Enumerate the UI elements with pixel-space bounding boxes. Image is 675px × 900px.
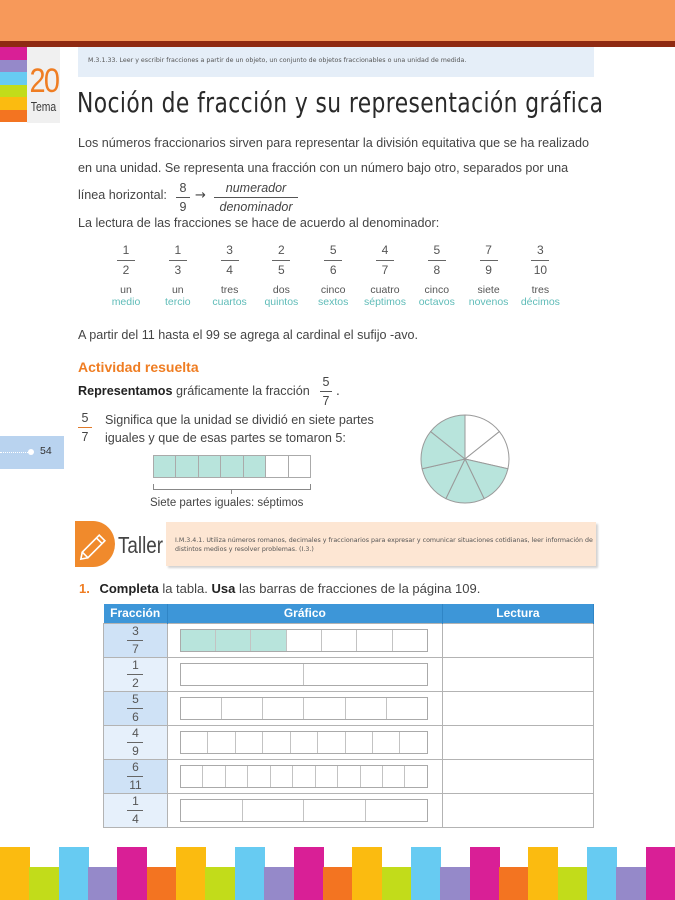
example-denominator: 9 bbox=[179, 200, 187, 214]
decorative-stripe bbox=[616, 867, 646, 900]
taller-text-line-1: I.M.3.4.1. Utiliza números romanos, decimales y fraccionarios para expresar y comunicar situaciones cotidianas, leer información de bbox=[175, 537, 593, 544]
task-text-1: la tabla. bbox=[162, 581, 208, 596]
dotted-line bbox=[0, 452, 30, 453]
activity-bold-word: Representamos bbox=[78, 384, 173, 398]
fraction-bar bbox=[531, 260, 549, 261]
fraction-numerator: 1 bbox=[122, 243, 130, 257]
fraction-bar bbox=[214, 197, 298, 198]
graphic-cell bbox=[167, 623, 442, 657]
decorative-stripe bbox=[558, 867, 588, 900]
header-graphic: Gráfico bbox=[167, 604, 442, 623]
graphic-cell bbox=[167, 657, 442, 691]
fraction-cell bbox=[104, 759, 168, 793]
numerator-word: numerador bbox=[225, 181, 287, 195]
fraction-numerator: 7 bbox=[485, 243, 492, 257]
table-row bbox=[104, 657, 594, 691]
denominator-word: denominador bbox=[219, 200, 293, 214]
bar-segment[interactable] bbox=[338, 766, 360, 787]
page-dot bbox=[28, 449, 34, 455]
bar-segment[interactable] bbox=[203, 766, 225, 787]
fraction-reading-item bbox=[204, 243, 256, 309]
fraction-denominator: 2 bbox=[122, 263, 130, 277]
bar-segment bbox=[289, 456, 310, 477]
decorative-stripe bbox=[323, 867, 353, 900]
fraction-numerator: 5 bbox=[132, 691, 139, 706]
fraction-readings-row bbox=[100, 243, 580, 313]
reading-word-1: un bbox=[171, 284, 184, 296]
decorative-stripe bbox=[411, 847, 441, 900]
strip-green bbox=[0, 85, 27, 98]
activity-denominator: 7 bbox=[322, 394, 330, 408]
strip-magenta bbox=[0, 47, 27, 60]
header-fraction: Fracción bbox=[104, 604, 168, 623]
bar-segment[interactable] bbox=[304, 664, 427, 685]
intro-line-3: línea horizontal: bbox=[78, 188, 167, 202]
fraction-denominator: 7 bbox=[132, 641, 139, 656]
strip-blue bbox=[0, 72, 27, 85]
decorative-stripe bbox=[88, 867, 118, 900]
decorative-stripe bbox=[235, 847, 265, 900]
graphic-cell bbox=[167, 691, 442, 725]
reading-word-2: tercio bbox=[164, 296, 191, 308]
fraction-denominator: 11 bbox=[129, 777, 142, 792]
strip-purple bbox=[0, 60, 27, 73]
page-number: 54 bbox=[40, 445, 52, 457]
task-text-2: las barras de fracciones de la página 109. bbox=[238, 581, 481, 596]
fraction-denominator: 9 bbox=[132, 743, 139, 758]
fraction-cell bbox=[104, 623, 168, 657]
bar-segment[interactable] bbox=[304, 800, 366, 821]
bar-segment[interactable] bbox=[236, 732, 263, 753]
reading-word-1: cuatro bbox=[370, 284, 400, 296]
exercise-table bbox=[103, 604, 594, 828]
bar-segment[interactable] bbox=[383, 766, 405, 787]
fraction-denominator: 4 bbox=[226, 263, 233, 277]
fraction-cell bbox=[104, 725, 168, 759]
bar-segment[interactable] bbox=[263, 698, 304, 719]
strip-yellow bbox=[0, 97, 27, 110]
bar-segment[interactable] bbox=[405, 766, 426, 787]
fraction-bar bbox=[169, 260, 187, 261]
bar-segment[interactable] bbox=[318, 732, 345, 753]
table-row bbox=[104, 623, 594, 657]
reading-answer-cell[interactable] bbox=[442, 725, 593, 759]
task-instruction bbox=[79, 581, 480, 596]
top-color-band bbox=[0, 0, 675, 41]
fraction-denominator: 8 bbox=[433, 263, 441, 277]
activity-text: gráficamente la fracción bbox=[176, 384, 310, 398]
bar-segment[interactable] bbox=[304, 698, 345, 719]
fraction-denominator: 6 bbox=[329, 263, 337, 277]
table-row bbox=[104, 691, 594, 725]
table-row bbox=[104, 759, 594, 793]
fraction-bar-diagram[interactable] bbox=[180, 697, 428, 720]
bar-segment bbox=[244, 456, 266, 477]
fraction-numerator: 3 bbox=[226, 243, 233, 257]
fraction-bar bbox=[428, 260, 446, 261]
fraction-reading-item bbox=[100, 243, 152, 309]
decorative-stripe bbox=[352, 847, 382, 900]
objective-banner: M.3.1.33. Leer y escribir fracciones a partir de un objeto, un conjunto de objetos fraccionables o una unidad de medida. bbox=[78, 47, 594, 77]
fraction-denominator: 3 bbox=[174, 263, 182, 277]
explain-numerator: 5 bbox=[81, 411, 89, 425]
bar-segment bbox=[221, 456, 243, 477]
intro-line-4: La lectura de las fracciones se hace de acuerdo al denominador: bbox=[78, 216, 440, 230]
brace-tick bbox=[231, 490, 232, 494]
bar-segment[interactable] bbox=[181, 800, 243, 821]
fraction-reading-item bbox=[463, 243, 515, 309]
decorative-stripe bbox=[59, 847, 89, 900]
decorative-stripe bbox=[382, 867, 412, 900]
decorative-stripe bbox=[205, 867, 235, 900]
bar-segment[interactable] bbox=[216, 630, 251, 651]
fraction-reading-item bbox=[359, 243, 411, 309]
reading-word-2: cuartos bbox=[212, 296, 247, 308]
table-row bbox=[104, 793, 594, 827]
fraction-denominator: 5 bbox=[278, 263, 285, 277]
table-fraction bbox=[104, 795, 167, 826]
fraction-reading-item bbox=[255, 243, 307, 309]
decorative-stripe bbox=[0, 847, 30, 900]
table-row bbox=[104, 725, 594, 759]
fraction-bar bbox=[221, 260, 239, 261]
pie-diagram bbox=[420, 414, 510, 504]
bar-segment[interactable] bbox=[346, 732, 373, 753]
reading-answer-cell[interactable] bbox=[442, 793, 593, 827]
fraction-numerator: 4 bbox=[132, 725, 139, 740]
reading-answer-cell[interactable] bbox=[442, 691, 593, 725]
decorative-stripe bbox=[147, 867, 177, 900]
bottom-color-bars bbox=[0, 847, 675, 900]
activity-title: Actividad resuelta bbox=[78, 359, 199, 375]
decorative-stripe bbox=[264, 867, 294, 900]
fraction-bar-diagram[interactable] bbox=[180, 663, 428, 686]
taller-title: Taller bbox=[118, 532, 164, 558]
bar-segment[interactable] bbox=[357, 630, 392, 651]
activity-explanation bbox=[105, 411, 374, 447]
page-number-tab bbox=[0, 436, 64, 469]
fraction-reading-item bbox=[514, 243, 566, 309]
bar-segment[interactable] bbox=[181, 630, 216, 651]
example-numerator: 8 bbox=[179, 181, 187, 195]
intro-line-2: en una unidad. Se representa una fracción con un número bajo otro, separados por una bbox=[78, 161, 569, 175]
explain-denominator: 7 bbox=[81, 430, 89, 444]
bar-segment[interactable] bbox=[181, 698, 222, 719]
reading-word-2: octavos bbox=[418, 296, 455, 308]
task-bold-2: Usa bbox=[211, 581, 236, 596]
reading-word-1: un bbox=[120, 284, 132, 296]
intro-line-1: Los números fraccionarios sirven para representar la división equitativa que se ha realizado bbox=[78, 136, 590, 150]
table-fraction bbox=[104, 761, 167, 792]
bar-segment[interactable] bbox=[243, 800, 305, 821]
bar-segment[interactable] bbox=[181, 664, 305, 685]
reading-word-1: cinco bbox=[320, 284, 346, 296]
fraction-bar bbox=[127, 810, 143, 811]
table-fraction bbox=[104, 693, 167, 724]
bar-segment[interactable] bbox=[322, 630, 357, 651]
fraction-numerator: 3 bbox=[132, 623, 139, 638]
fraction-bar-diagram[interactable] bbox=[180, 629, 428, 652]
reading-word-1: cinco bbox=[424, 284, 450, 296]
decorative-stripe bbox=[440, 867, 470, 900]
bar-segment[interactable] bbox=[393, 630, 427, 651]
fraction-bar bbox=[127, 708, 143, 709]
brace-bracket bbox=[153, 484, 311, 490]
reading-answer-cell[interactable] bbox=[442, 623, 593, 657]
task-bold-1: Completa bbox=[99, 581, 159, 596]
activity-statement bbox=[78, 384, 310, 398]
decorative-stripe bbox=[470, 847, 500, 900]
fraction-bar-diagram[interactable] bbox=[180, 731, 428, 754]
suffix-note: A partir del 11 hasta el 99 se agrega al cardinal el sufijo -avo. bbox=[78, 328, 418, 342]
bar-segment[interactable] bbox=[293, 766, 315, 787]
tema-badge bbox=[27, 47, 60, 123]
fraction-bar bbox=[117, 260, 135, 261]
fraction-denominator: 7 bbox=[381, 263, 389, 277]
fraction-bar-diagram[interactable] bbox=[180, 799, 428, 822]
fraction-numerator: 1 bbox=[132, 657, 139, 672]
fraction-bar bbox=[78, 427, 92, 428]
fraction-reading-item bbox=[307, 243, 359, 309]
reading-word-1: dos bbox=[272, 284, 290, 296]
brace-label: Siete partes iguales: séptimos bbox=[150, 497, 304, 509]
reading-word-2: medio bbox=[111, 296, 141, 308]
decorative-stripe bbox=[646, 847, 675, 900]
reading-word-1: siete bbox=[477, 284, 500, 296]
fraction-reading-item bbox=[411, 243, 463, 309]
fraction-cell bbox=[104, 793, 168, 827]
pencil-icon bbox=[75, 521, 115, 567]
fraction-numerator: 1 bbox=[132, 793, 139, 808]
fraction-denominator: 6 bbox=[132, 709, 139, 724]
fraction-denominator: 9 bbox=[485, 263, 492, 277]
fraction-terms bbox=[214, 180, 298, 215]
activity-fraction bbox=[320, 374, 332, 409]
table-fraction bbox=[104, 727, 167, 758]
bar-segment[interactable] bbox=[226, 766, 248, 787]
bar-segment[interactable] bbox=[373, 732, 400, 753]
bar-segment[interactable] bbox=[181, 766, 203, 787]
task-number: 1. bbox=[79, 581, 90, 596]
bar-segment bbox=[154, 456, 176, 477]
taller-text-line-2: distintos medios y resolver problemas. (I.3.) bbox=[175, 546, 314, 553]
fraction-bar bbox=[324, 260, 342, 261]
fraction-numerator: 5 bbox=[329, 243, 337, 257]
table-fraction bbox=[104, 659, 167, 690]
fraction-bar bbox=[480, 260, 498, 261]
fraction-denominator: 4 bbox=[132, 811, 139, 826]
reading-answer-cell[interactable] bbox=[442, 759, 593, 793]
tema-number: 20 bbox=[29, 62, 59, 100]
fraction-numerator: 6 bbox=[132, 759, 139, 774]
period: . bbox=[336, 384, 340, 398]
graphic-cell bbox=[167, 759, 442, 793]
fraction-bar bbox=[127, 742, 143, 743]
reading-word-2: séptimos bbox=[363, 296, 406, 308]
decorative-stripe bbox=[176, 847, 206, 900]
reading-word-2: novenos bbox=[468, 296, 509, 308]
explanation-line-2: iguales y que de esas partes se tomaron 5: bbox=[105, 431, 346, 445]
fraction-cell bbox=[104, 691, 168, 725]
taller-indicator bbox=[166, 522, 596, 566]
table-header-row bbox=[104, 604, 594, 623]
fraction-bar bbox=[176, 197, 190, 198]
bar-segment[interactable] bbox=[248, 766, 270, 787]
fraction-numerator: 1 bbox=[174, 243, 182, 257]
fraction-numerator: 5 bbox=[433, 243, 441, 257]
fraction-numerator: 2 bbox=[278, 243, 285, 257]
fraction-numerator: 3 bbox=[537, 243, 544, 257]
graphic-cell bbox=[167, 725, 442, 759]
bar-segment[interactable] bbox=[387, 698, 427, 719]
decorative-stripe bbox=[294, 847, 324, 900]
bar-segment[interactable] bbox=[366, 800, 427, 821]
bar-segment[interactable] bbox=[316, 766, 338, 787]
bar-segment bbox=[176, 456, 198, 477]
bar-segment[interactable] bbox=[400, 732, 426, 753]
bar-segment[interactable] bbox=[361, 766, 383, 787]
reading-word-2: quintos bbox=[264, 296, 299, 308]
fraction-bar bbox=[272, 260, 290, 261]
bar-segment[interactable] bbox=[271, 766, 293, 787]
arrow-icon: → bbox=[195, 188, 206, 203]
decorative-stripe bbox=[587, 847, 617, 900]
fraction-bar bbox=[127, 776, 143, 777]
tema-label: Tema bbox=[30, 99, 57, 114]
activity-numerator: 5 bbox=[322, 375, 330, 389]
bar-segment[interactable] bbox=[208, 732, 235, 753]
bar-segment bbox=[199, 456, 221, 477]
decorative-stripe bbox=[499, 867, 529, 900]
bar-segment[interactable] bbox=[251, 630, 286, 651]
header-reading: Lectura bbox=[442, 604, 593, 623]
decorative-stripe bbox=[528, 847, 558, 900]
fraction-numerator: 4 bbox=[381, 243, 389, 257]
explanation-line-1: Significa que la unidad se dividió en siete partes bbox=[105, 413, 374, 427]
left-color-strip bbox=[0, 47, 27, 122]
bar-segment[interactable] bbox=[346, 698, 387, 719]
bar-segment[interactable] bbox=[287, 630, 322, 651]
fraction-bar bbox=[127, 640, 143, 641]
bar-segment bbox=[266, 456, 288, 477]
graphic-cell bbox=[167, 793, 442, 827]
reading-answer-cell[interactable] bbox=[442, 657, 593, 691]
example-fraction bbox=[176, 180, 190, 215]
reading-word-1: tres bbox=[531, 284, 550, 296]
bar-segment[interactable] bbox=[222, 698, 263, 719]
table-fraction bbox=[104, 625, 167, 656]
reading-word-1: tres bbox=[220, 284, 239, 296]
bar-segment[interactable] bbox=[181, 732, 208, 753]
reading-word-2: décimos bbox=[520, 296, 560, 308]
decorative-stripe bbox=[29, 867, 59, 900]
reading-word-2: sextos bbox=[318, 296, 349, 308]
explain-fraction bbox=[78, 410, 92, 445]
fraction-bar bbox=[376, 260, 394, 261]
fraction-denominator: 10 bbox=[533, 263, 548, 277]
bar-segment[interactable] bbox=[263, 732, 290, 753]
bar-segment[interactable] bbox=[291, 732, 318, 753]
fraction-bar bbox=[127, 674, 143, 675]
fraction-bar-diagram bbox=[153, 455, 311, 478]
fraction-cell bbox=[104, 657, 168, 691]
page-title: Noción de fracción y su representación gráfica bbox=[77, 86, 604, 119]
fraction-bar bbox=[320, 391, 332, 392]
fraction-denominator: 2 bbox=[132, 675, 139, 690]
fraction-reading-item bbox=[152, 243, 204, 309]
decorative-stripe bbox=[117, 847, 147, 900]
fraction-bar-diagram[interactable] bbox=[180, 765, 428, 788]
strip-orange bbox=[0, 110, 27, 123]
